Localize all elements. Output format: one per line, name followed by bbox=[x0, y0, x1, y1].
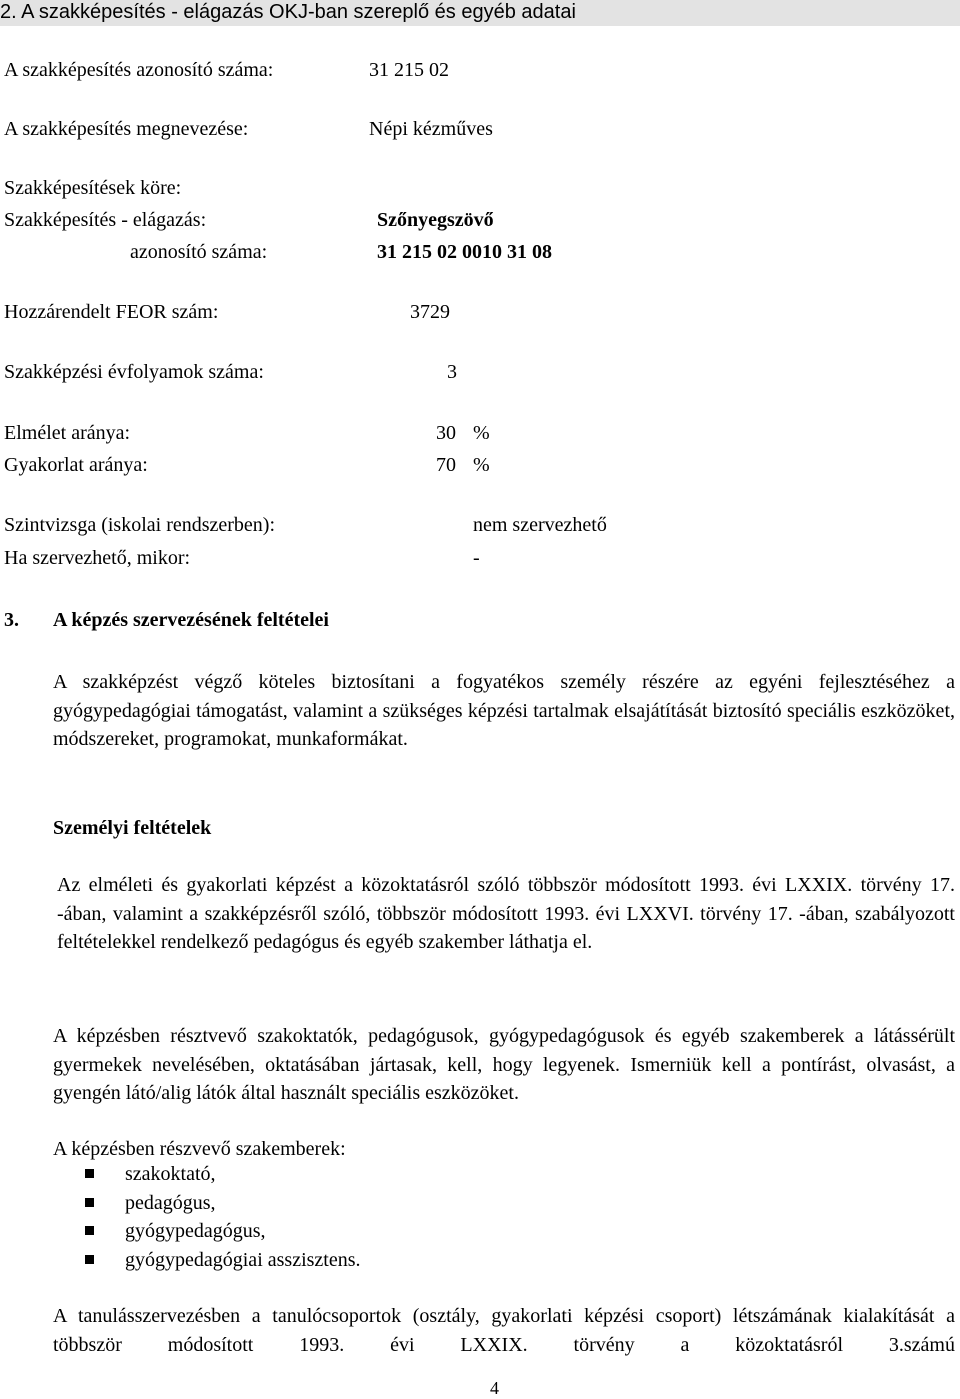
years-label: Szakképzési évfolyamok száma: bbox=[4, 361, 264, 383]
participants-list bbox=[85, 1160, 361, 1274]
branch-id-label: azonosító száma: bbox=[130, 241, 268, 263]
when-label: Ha szervezhető, mikor: bbox=[4, 547, 191, 569]
name-value: Népi kézműves bbox=[369, 118, 493, 140]
intro-paragraph: A szakképzést végző köteles biztosítani a fogyatékos személy részére az egyéni fejlesztéséhez a gyógypedagógiai támogatást, valamint a szükséges képzési tartalmak elsajátítását biztosító speciális eszközöket, módszereket, programokat, munkaformákat. bbox=[53, 671, 955, 750]
name-label: A szakképesítés megnevezése: bbox=[4, 118, 249, 140]
id-label: A szakképesítés azonosító száma: bbox=[4, 59, 274, 81]
participants-label: A képzésben részvevő szakemberek: bbox=[53, 1138, 346, 1160]
practice-label: Gyakorlat aránya: bbox=[4, 454, 148, 476]
organisation-paragraph: A tanulásszervezésben a tanulócsoportok (osztály, gyakorlati képzési csoport) létszámának kialakítását a többször módosított 1993. évi LXXIX. törvény a közoktatásról 3.számú bbox=[53, 1305, 955, 1356]
list-item: gyógypedagógiai asszisztens. bbox=[85, 1246, 361, 1275]
bullet-icon bbox=[85, 1255, 94, 1264]
list-item: pedagógus, bbox=[85, 1189, 361, 1218]
when-value: - bbox=[473, 547, 480, 569]
bullet-icon bbox=[85, 1169, 94, 1178]
personal-paragraph: Az elméleti és gyakorlati képzést a közoktatásról szóló többször módosított 1993. évi LXXIX. törvény 17. -ában, valamint a szakképzésről szóló, többször módosított 1993. évi LXXVI. törvény 17. -ában, szabályozott feltételekkel rendelkező pedagógus és egyéb szakember láthatja el. bbox=[57, 874, 955, 953]
page-number: 4 bbox=[490, 1378, 499, 1398]
practice-value: 70 bbox=[436, 454, 456, 476]
list-item: szakoktató, bbox=[85, 1160, 361, 1189]
years-value: 3 bbox=[447, 361, 457, 383]
branch-id-value: 31 215 02 0010 31 08 bbox=[377, 241, 552, 263]
staff-paragraph: A képzésben résztvevő szakoktatók, pedagógusok, gyógypedagógusok és egyéb szakemberek a látássérült gyermekek nevelésében, oktatásában jártasak, kell, hogy legyenek. Ismerniük kell a pontírást, olvasást, a gyengén látó/alig látók által használt speciális eszközöket. bbox=[53, 1025, 955, 1104]
branch-value: Szőnyegszövő bbox=[377, 209, 494, 231]
exam-value: nem szervezhető bbox=[473, 514, 607, 536]
scope-label: Szakképesítések köre: bbox=[4, 177, 182, 199]
theory-unit: % bbox=[473, 422, 490, 444]
list-item: gyógypedagógus, bbox=[85, 1217, 361, 1246]
branch-label: Szakképesítés - elágazás: bbox=[4, 209, 207, 231]
feor-label: Hozzárendelt FEOR szám: bbox=[4, 301, 219, 323]
id-value: 31 215 02 bbox=[369, 59, 449, 81]
practice-unit: % bbox=[473, 454, 490, 476]
theory-value: 30 bbox=[436, 422, 456, 444]
feor-value: 3729 bbox=[410, 301, 450, 323]
section-3-title: A képzés szervezésének feltételei bbox=[53, 609, 329, 631]
personal-heading: Személyi feltételek bbox=[53, 817, 212, 839]
theory-label: Elmélet aránya: bbox=[4, 422, 131, 444]
exam-label: Szintvizsga (iskolai rendszerben): bbox=[4, 514, 276, 536]
section-3-number: 3. bbox=[4, 609, 19, 631]
bullet-icon bbox=[85, 1198, 94, 1207]
section-2-title: 2. A szakképesítés - elágazás OKJ-ban szereplő és egyéb adatai bbox=[0, 1, 576, 23]
bullet-icon bbox=[85, 1226, 94, 1235]
